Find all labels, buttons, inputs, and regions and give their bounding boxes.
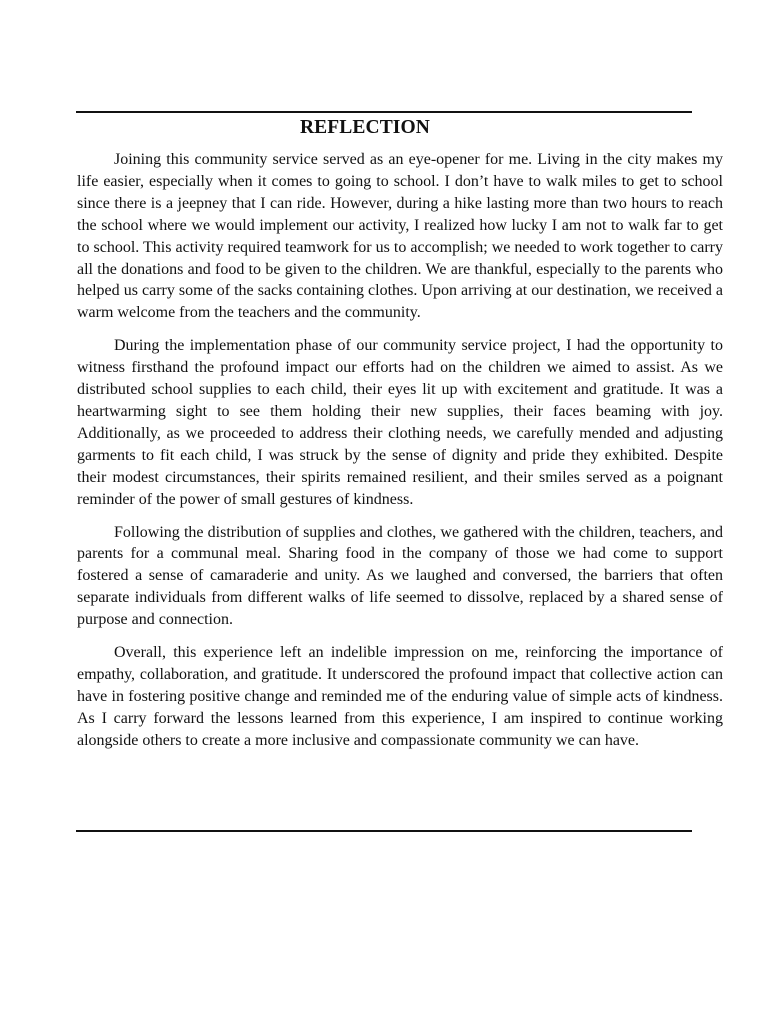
paragraph-4: Overall, this experience left an indelible impression on me, reinforcing the importance of empathy, collaboration, and gratitude. It underscored the profound impact that collective action can have in fostering positive change and reminded me of the enduring value of simple acts of kindness. As I carry forward the lessons learned from this experience, I am inspired to continue working alongside others to create a more inclusive and compassionate community we can have. <box>77 644 723 749</box>
paragraph-3: Following the distribution of supplies and clothes, we gathered with the children, teachers, and parents for a communal meal. Sharing food in the company of those we had come to support fostered a sense of camaraderie and unity. As we laughed and conversed, the barriers that often separate individuals from different walks of life seemed to dissolve, replaced by a shared sense of purpose and connection. <box>77 523 723 629</box>
page-title: REFLECTION <box>300 117 430 138</box>
reflection-body <box>77 149 723 763</box>
bottom-divider <box>76 830 692 832</box>
top-divider <box>76 111 692 113</box>
paragraph-1: Joining this community service served as an eye-opener for me. Living in the city makes my life easier, especially when it comes to going to school. I don’t have to walk miles to get to school since there is a jeepney that I can ride. However, during a hike lasting more than two hours to reach the school where we would implement our activity, I realized how lucky I am not to walk far to get to school. This activity required teamwork for us to accomplish; we needed to work together to carry all the donations and food to be given to the children. We are thankful, especially to the parents who helped us carry some of the sacks containing clothes. Upon arriving at our destination, we received a warm welcome from the teachers and the community. <box>77 151 723 322</box>
paragraph-2: During the implementation phase of our community service project, I had the opportunity to witness firsthand the profound impact our efforts had on the children we aimed to assist. As we distributed school supplies to each child, their eyes lit up with excitement and gratitude. It was a heartwarming sight to see them holding their new supplies, their faces beaming with joy. Additionally, as we proceeded to address their clothing needs, we carefully mended and adjusting garments to fit each child, I was struck by the sense of dignity and pride they exhibited. Despite their modest circumstances, their spirits remained resilient, and their smiles served as a poignant reminder of the power of small gestures of kindness. <box>77 337 723 508</box>
